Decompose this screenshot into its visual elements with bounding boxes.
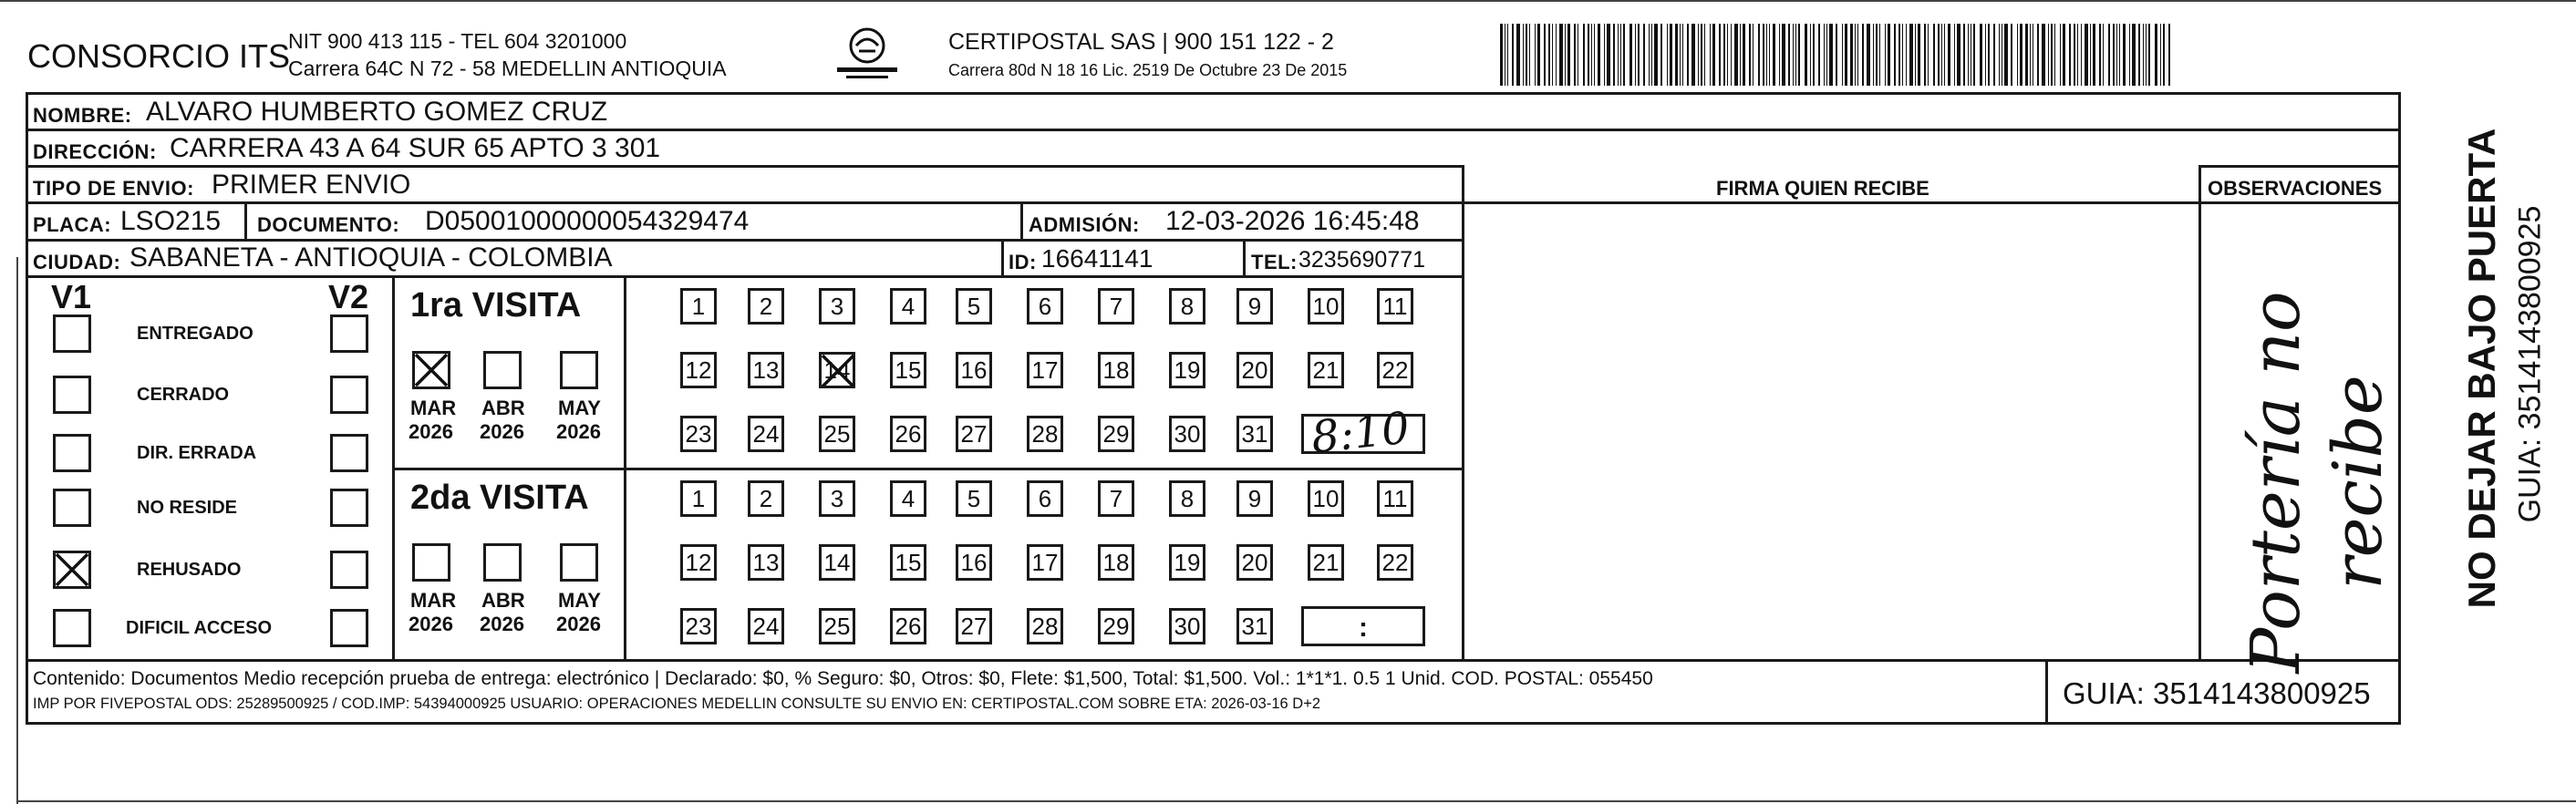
content-line: Contenido: Documentos Medio recepción prueba de entrega: electrónico | Declarado: $0, % Seguro: $0, Otros: $0, Flete: $1,500, Total: $1,500. Vol.: 1*1*1. 0.5 1 Unid. COD. POSTAL: 055450	[33, 668, 1653, 689]
visit1-day-number: 31	[1241, 419, 1268, 448]
ship-type: PRIMER ENVIO	[212, 170, 411, 200]
certipostal-logo	[832, 26, 903, 82]
address-label: DIRECCIÓN:	[33, 140, 157, 163]
status-label: REHUSADO	[137, 560, 242, 580]
visit1-day-number: 29	[1102, 419, 1130, 448]
visit1-title: 1ra VISITA	[410, 286, 582, 325]
visit1-day-number: 18	[1102, 356, 1130, 384]
visit1-day-number: 24	[752, 419, 780, 448]
visit2-title: 2da VISITA	[410, 479, 589, 517]
visit2-time-box[interactable]	[1301, 606, 1425, 646]
visit1-day-box[interactable]	[1236, 416, 1273, 452]
visit1-day-number: 7	[1109, 292, 1123, 320]
visit1-month-checkbox[interactable]	[560, 351, 598, 389]
visit2-day-box[interactable]	[890, 480, 926, 517]
company-address: Carrera 64C N 72 - 58 MEDELLIN ANTIOQUIA	[288, 57, 727, 80]
visit2-day-number: 25	[823, 612, 851, 640]
visit1-day-number: 1	[691, 292, 706, 320]
visit2-month-label: ABR	[481, 589, 525, 612]
visit2-day-box[interactable]	[748, 480, 784, 517]
v2-status-checkbox[interactable]	[330, 609, 368, 647]
visit1-day-box[interactable]	[1027, 288, 1063, 325]
v2-status-checkbox[interactable]	[330, 489, 368, 527]
visit2-day-box[interactable]	[1236, 544, 1273, 581]
visit2-day-box[interactable]	[956, 544, 992, 581]
visit1-month-checkbox[interactable]	[483, 351, 522, 389]
v2-header: V2	[328, 278, 369, 315]
visit2-day-box[interactable]	[1098, 480, 1134, 517]
visit2-year-label: 2026	[556, 613, 601, 635]
visit1-day-number: 2	[759, 292, 773, 320]
visit2-day-number: 19	[1174, 548, 1201, 576]
visit2-month-label: MAR	[410, 589, 457, 612]
visit2-day-number: 22	[1381, 548, 1409, 576]
v1-status-checkbox[interactable]	[53, 434, 91, 472]
visit1-day-box[interactable]	[1169, 288, 1205, 325]
visit1-day-box[interactable]	[680, 416, 717, 452]
visit1-day-number: 8	[1180, 292, 1195, 320]
visit1-day-box[interactable]	[680, 352, 717, 388]
visit1-day-number: 11	[1382, 292, 1408, 320]
visit2-month-checkbox[interactable]	[412, 543, 450, 582]
side-notice-wrap	[2407, 82, 2553, 647]
footer-guia: GUIA: 3514143800925	[2063, 676, 2371, 710]
visit1-day-box[interactable]	[890, 416, 926, 452]
company-nit: NIT 900 413 115 - TEL 604 3201000	[288, 29, 627, 53]
v2-status-checkbox[interactable]	[330, 314, 368, 353]
v2-status-checkbox[interactable]	[330, 551, 368, 589]
visit1-day-box[interactable]	[1308, 288, 1344, 325]
ship-type-label: TIPO DE ENVIO:	[33, 177, 194, 200]
tel-value: 3235690771	[1298, 247, 1426, 273]
visit2-day-number: 2	[759, 484, 773, 512]
visit2-day-box[interactable]	[890, 544, 926, 581]
city-value: SABANETA - ANTIOQUIA - COLOMBIA	[129, 242, 613, 273]
status-label: ENTREGADO	[137, 324, 253, 344]
v1-status-checkbox[interactable]	[53, 609, 91, 647]
status-label: NO RESIDE	[137, 498, 238, 518]
visit2-day-number: 28	[1031, 612, 1059, 640]
observations-column-header: OBSERVACIONES	[2208, 177, 2383, 200]
visit2-day-number: 4	[901, 484, 916, 512]
visit1-day-number: 3	[830, 292, 844, 320]
plate-label: PLACA:	[33, 213, 112, 236]
v1-header: V1	[51, 278, 92, 315]
admission-value: 12-03-2026 16:45:48	[1165, 206, 1420, 236]
visit2-month-checkbox[interactable]	[483, 543, 522, 582]
visit1-day-number: 21	[1312, 356, 1340, 384]
visit1-day-box[interactable]	[1236, 288, 1273, 325]
visit2-day-box[interactable]	[680, 608, 717, 644]
visit1-day-box[interactable]	[1377, 288, 1413, 325]
document-label: DOCUMENTO:	[257, 213, 400, 236]
visit2-day-box[interactable]	[956, 608, 992, 644]
visit2-day-number: 23	[685, 612, 712, 640]
carrier-address: Carrera 80d N 18 16 Lic. 2519 De Octubre 23 De 2015	[948, 61, 1348, 79]
v1-status-checkbox[interactable]	[53, 314, 91, 353]
visit1-day-number: 19	[1174, 356, 1201, 384]
visit1-year-label: 2026	[556, 420, 601, 443]
visit2-day-box[interactable]	[1308, 544, 1344, 581]
v2-status-checkbox[interactable]	[330, 434, 368, 472]
visit2-day-number: 7	[1109, 484, 1123, 512]
visit1-month-checkbox[interactable]	[412, 351, 450, 389]
visit2-day-box[interactable]	[1308, 480, 1344, 517]
visit1-day-box[interactable]	[890, 288, 926, 325]
visit2-day-number: 21	[1312, 548, 1340, 576]
visit1-day-number: 15	[895, 356, 922, 384]
imp-line: IMP POR FIVEPOSTAL ODS: 25289500925 / COD.IMP: 54394000925 USUARIO: OPERACIONES MEDELLIN CONSULTE SU ENVIO EN: CERTIPOSTAL.COM SOBRE ETA: 2026-03-16 D+2	[33, 696, 1321, 712]
visit2-day-number: 3	[830, 484, 844, 512]
visit2-month-label: MAY	[558, 589, 601, 612]
visit2-day-box[interactable]	[1027, 608, 1063, 644]
visit1-day-box[interactable]	[1236, 352, 1273, 388]
visit2-day-number: 11	[1382, 484, 1408, 512]
visit2-day-box[interactable]	[1377, 480, 1413, 517]
visit1-month-label: MAY	[558, 397, 601, 419]
status-label: DIFICIL ACCESO	[126, 618, 273, 638]
v1-status-checkbox[interactable]	[53, 376, 91, 414]
visit1-day-box[interactable]	[819, 416, 855, 452]
visit1-day-box[interactable]	[956, 288, 992, 325]
visit2-year-label: 2026	[409, 613, 453, 635]
visit2-day-number: 29	[1102, 612, 1130, 640]
visit1-day-number: 27	[960, 419, 988, 448]
visit2-day-box[interactable]	[1169, 480, 1205, 517]
visit1-day-number: 5	[967, 292, 981, 320]
visit1-day-number: 12	[685, 356, 712, 384]
visit2-day-box[interactable]	[819, 480, 855, 517]
visit2-day-number: 9	[1247, 484, 1262, 512]
visit2-month-checkbox[interactable]	[560, 543, 598, 582]
observations-handwritten-note: Portería no recibe	[2237, 291, 2397, 674]
visit1-day-number: 26	[895, 419, 922, 448]
visit1-month-label: MAR	[410, 397, 457, 419]
visit1-day-box[interactable]	[1308, 352, 1344, 388]
visit1-day-box[interactable]	[1098, 352, 1134, 388]
visit2-day-number: 6	[1038, 484, 1052, 512]
visit1-day-number: 22	[1381, 356, 1409, 384]
visit2-day-box[interactable]	[1098, 544, 1134, 581]
visit2-day-box[interactable]	[1169, 544, 1205, 581]
id-label: ID:	[1009, 251, 1037, 273]
visit1-day-box[interactable]	[819, 352, 855, 388]
visit2-day-box[interactable]	[1027, 480, 1063, 517]
visit1-day-number: 20	[1241, 356, 1268, 384]
visit1-day-box[interactable]	[819, 288, 855, 325]
visit1-day-number: 30	[1174, 419, 1201, 448]
visit2-day-number: 20	[1241, 548, 1268, 576]
v1-status-checkbox[interactable]	[53, 489, 91, 527]
visit2-day-number: 10	[1312, 484, 1340, 512]
observations-handwriting	[2198, 203, 2399, 674]
visit1-day-number: 14	[823, 356, 851, 384]
visit1-month-label: ABR	[481, 397, 525, 419]
visit2-day-number: 17	[1031, 548, 1059, 576]
visit1-day-box[interactable]	[1169, 352, 1205, 388]
visit2-day-number: 16	[960, 548, 988, 576]
barcode	[1500, 24, 2179, 86]
recipient-name: ALVARO HUMBERTO GOMEZ CRUZ	[146, 97, 608, 127]
visit2-day-box[interactable]	[956, 480, 992, 517]
signature-column-header: FIRMA QUIEN RECIBE	[1716, 177, 1929, 200]
visit1-day-box[interactable]	[1169, 416, 1205, 452]
visit2-day-box[interactable]	[1098, 608, 1134, 644]
plate-value: LSO215	[120, 206, 222, 236]
visit1-day-number: 16	[960, 356, 988, 384]
visit1-day-number: 4	[901, 292, 916, 320]
visit2-day-number: 30	[1174, 612, 1201, 640]
visit1-day-box[interactable]	[748, 352, 784, 388]
visit1-day-box[interactable]	[748, 416, 784, 452]
visit2-day-number: 15	[895, 548, 922, 576]
visit2-day-number: 13	[752, 548, 780, 576]
visit2-day-number: 5	[967, 484, 981, 512]
visit2-day-number: 27	[960, 612, 988, 640]
carrier-name: CERTIPOSTAL SAS | 900 151 122 - 2	[948, 29, 1334, 55]
v2-status-checkbox[interactable]	[330, 376, 368, 414]
visit2-day-box[interactable]	[748, 608, 784, 644]
visit2-day-box[interactable]	[1236, 608, 1273, 644]
status-label: CERRADO	[137, 385, 230, 405]
visit1-day-number: 10	[1312, 292, 1340, 320]
visit2-year-label: 2026	[480, 613, 524, 635]
visit2-day-box[interactable]	[680, 480, 717, 517]
visit1-time-handwritten: 8:10	[1309, 402, 1412, 464]
document-value: D05001000000054329474	[425, 206, 750, 236]
visit2-day-box[interactable]	[1027, 544, 1063, 581]
visit2-day-number: 31	[1241, 612, 1268, 640]
visit1-day-box[interactable]	[1027, 352, 1063, 388]
visit2-day-box[interactable]	[819, 608, 855, 644]
visit1-day-number: 23	[685, 419, 712, 448]
id-value: 16641141	[1041, 244, 1154, 273]
visit1-day-number: 28	[1031, 419, 1059, 448]
name-label: NOMBRE:	[33, 104, 132, 127]
visit2-day-box[interactable]	[890, 608, 926, 644]
side-guia: GUIA: 3514143800925	[2512, 205, 2548, 523]
admission-label: ADMISIÓN:	[1029, 213, 1140, 236]
visit1-year-label: 2026	[409, 420, 453, 443]
visit2-day-number: 18	[1102, 548, 1130, 576]
visit1-day-box[interactable]	[956, 416, 992, 452]
visit1-day-box[interactable]	[890, 352, 926, 388]
visit1-day-number: 9	[1247, 292, 1262, 320]
visit1-day-box[interactable]	[1027, 416, 1063, 452]
visit2-day-number: 14	[823, 548, 851, 576]
visit1-day-box[interactable]	[1098, 288, 1134, 325]
visit1-day-box[interactable]	[680, 288, 717, 325]
status-label: DIR. ERRADA	[137, 443, 257, 463]
visit2-day-box[interactable]	[819, 544, 855, 581]
tel-label: TEL:	[1251, 251, 1298, 273]
visit1-day-box[interactable]	[956, 352, 992, 388]
visit1-day-number: 6	[1038, 292, 1052, 320]
visit1-day-box[interactable]	[1098, 416, 1134, 452]
visit2-day-box[interactable]	[680, 544, 717, 581]
side-notice: NO DEJAR BAJO PUERTA	[2460, 128, 2503, 609]
visit1-time-box[interactable]	[1301, 402, 1425, 464]
visit2-day-box[interactable]	[748, 544, 784, 581]
city-label: CIUDAD:	[33, 251, 121, 273]
visit2-day-number: 26	[895, 612, 922, 640]
v1-status-checkbox[interactable]	[53, 551, 91, 589]
visit2-day-number: 12	[685, 548, 712, 576]
visit2-day-box[interactable]	[1169, 608, 1205, 644]
visit2-day-number: 1	[691, 484, 706, 512]
visit1-year-label: 2026	[480, 420, 524, 443]
visit2-day-number: 8	[1180, 484, 1195, 512]
visit1-day-box[interactable]	[1377, 352, 1413, 388]
visit1-day-box[interactable]	[748, 288, 784, 325]
visit1-day-number: 25	[823, 419, 851, 448]
visit2-day-box[interactable]	[1377, 544, 1413, 581]
visit2-day-box[interactable]	[1236, 480, 1273, 517]
visit2-day-number: 24	[752, 612, 780, 640]
recipient-address: CARRERA 43 A 64 SUR 65 APTO 3 301	[170, 133, 661, 163]
visit1-day-number: 13	[752, 356, 780, 384]
visit1-day-number: 17	[1031, 356, 1059, 384]
company-name: CONSORCIO ITS	[27, 37, 291, 75]
visit2-time-separator: :	[1359, 613, 1368, 643]
